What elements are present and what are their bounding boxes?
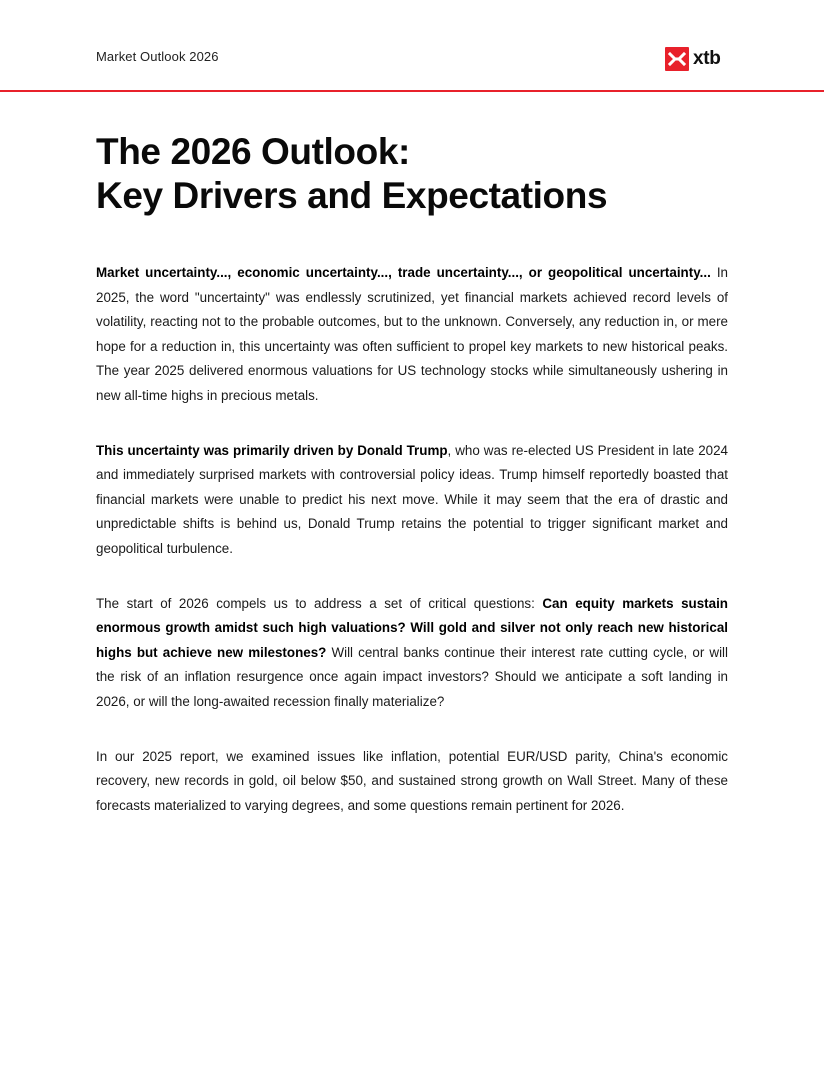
paragraph-trump-bold: This uncertainty was primarily driven by Donald Trump: [96, 442, 448, 458]
paragraph-questions-text: Will central banks continue their interest rate cutting cycle, or will the risk of an inflation resurgence once again impact investors? Should we anticipate a soft landing in 2026, or will the long-awaited recession finally materialize?: [96, 644, 728, 709]
paragraph-uncertainty: [96, 261, 728, 409]
paragraph-2025-report: [96, 745, 728, 819]
paragraph-questions-lead: The start of 2026 compels us to address a set of critical questions:: [96, 595, 543, 611]
article-body: [96, 261, 728, 848]
xtb-logo[interactable]: [665, 46, 721, 71]
page-title-line-1: The 2026 Outlook:: [96, 131, 410, 172]
page-header: [0, 0, 824, 92]
header-title: Market Outlook 2026: [96, 49, 219, 64]
paragraph-questions-bold: Can equity markets sustain enormous growth amidst such high valuations? Will gold and silver not only reach new historical highs but achieve new milestones?: [96, 595, 728, 660]
paragraph-2025-report-text: In our 2025 report, we examined issues like inflation, potential EUR/USD parity, China's economic recovery, new records in gold, oil below $50, and sustained strong growth on Wall Street. Many of these forecasts materialized to varying degrees, and some questions remain pertinent for 2026.: [96, 748, 728, 813]
xtb-logo-icon: [665, 47, 689, 71]
paragraph-questions: [96, 592, 728, 715]
page-title: [96, 130, 736, 218]
paragraph-trump: [96, 439, 728, 562]
header-divider: [0, 90, 824, 92]
paragraph-uncertainty-bold: Market uncertainty..., economic uncertainty..., trade uncertainty..., or geopolitical uncertainty...: [96, 265, 711, 280]
xtb-logo-text: xtb: [693, 47, 721, 69]
paragraph-trump-text: , who was re-elected US President in late 2024 and immediately surprised markets with controversial policy ideas. Trump himself reportedly boasted that financial markets were unable to predict his next move. While it may seem that the era of drastic and unpredictable shifts is behind us, Donald Trump retains the potential to trigger significant market and geopolitical turbulence.: [96, 442, 728, 556]
page-title-line-2: Key Drivers and Expectations: [96, 175, 608, 216]
paragraph-uncertainty-text: In 2025, the word "uncertainty" was endlessly scrutinized, yet financial markets achieved record levels of volatility, reacting not to the probable outcomes, but to the unknown. Conversely, any reduction in, or mere hope for a reduction in, this uncertainty was often sufficient to propel key markets to new historical peaks. The year 2025 delivered enormous valuations for US technology stocks while simultaneously ushering in new all-time highs in precious metals.: [96, 265, 729, 403]
